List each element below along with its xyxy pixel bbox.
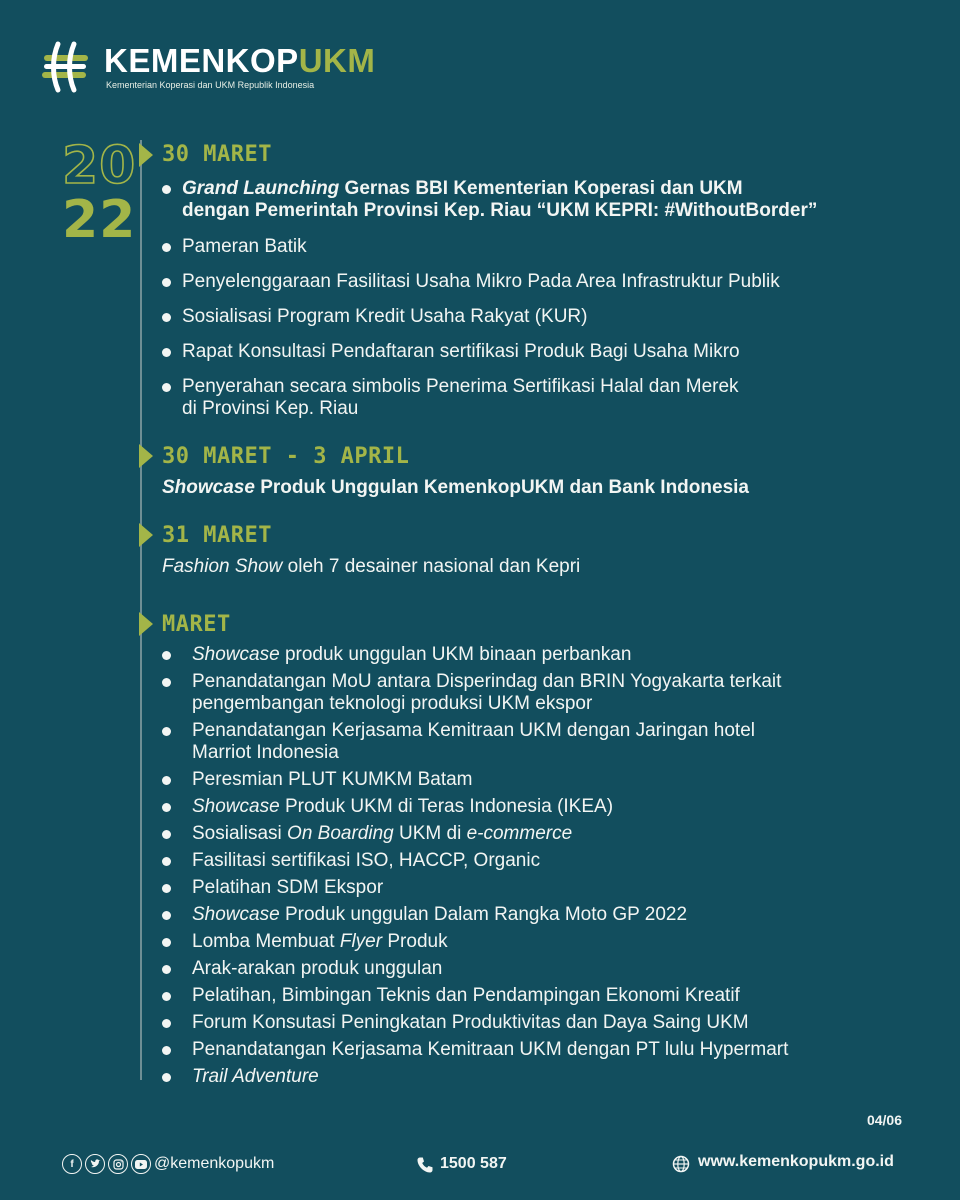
section-date: 31 MARET: [162, 523, 272, 548]
section-date: 30 MARET: [162, 142, 272, 167]
bullet-icon: [162, 383, 171, 392]
timeline-section-30-maret-3-april: [162, 444, 749, 499]
list-item: Pelatihan, Bimbingan Teknis dan Pendampingan Ekonomi Kreatif: [162, 985, 788, 1007]
list-item: Penyelenggaraan Fasilitasi Usaha Mikro Pada Area Infrastruktur Publik: [162, 271, 817, 293]
list-item: Peresmian PLUT KUMKM Batam: [162, 769, 788, 791]
page-number: 04/06: [866, 1112, 902, 1128]
bullet-icon: [162, 278, 171, 287]
timeline-section-30-maret: [162, 142, 817, 420]
social-icons: [62, 1154, 151, 1174]
website-url: www.kemenkopukm.go.id: [698, 1153, 894, 1170]
instagram-icon[interactable]: [108, 1154, 128, 1174]
list-item: Rapat Konsultasi Pendaftaran sertifikasi Produk Bagi Usaha Mikro: [162, 341, 817, 363]
timeline-section-maret: [162, 612, 788, 1088]
bullet-icon: [162, 1019, 171, 1028]
year-top: 20: [62, 136, 137, 196]
timeline-arrow-icon: [139, 612, 153, 636]
bullet-icon: [162, 938, 171, 947]
twitter-icon[interactable]: [85, 1154, 105, 1174]
bullet-icon: [162, 965, 171, 974]
list-item: Showcase Produk unggulan Dalam Rangka Moto GP 2022: [162, 904, 788, 926]
phone-icon: [416, 1156, 434, 1174]
list-item: Pelatihan SDM Ekspor: [162, 877, 788, 899]
section-date: 30 MARET - 3 APRIL: [162, 444, 410, 469]
list-item: Pameran Batik: [162, 236, 817, 258]
website-link[interactable]: [672, 1153, 894, 1171]
timeline-line: [140, 140, 142, 1080]
bullet-icon: [162, 651, 171, 660]
logo-subtitle: Kementerian Koperasi dan UKM Republik Indonesia: [106, 80, 315, 90]
bullet-icon: [162, 243, 171, 252]
list-item: Penyerahan secara simbolis Penerima Sertifikasi Halal dan Merek di Provinsi Kep. Riau: [162, 376, 817, 420]
logo-wordmark: KEMENKOPUKM: [104, 42, 376, 79]
list-item: Showcase Produk UKM di Teras Indonesia (IKEA): [162, 796, 788, 818]
list-item: Fasilitasi sertifikasi ISO, HACCP, Organic: [162, 850, 788, 872]
footer: [0, 1150, 960, 1180]
bullet-icon: [162, 884, 171, 893]
bullet-icon: [162, 727, 171, 736]
hashtag-logo-icon: [36, 38, 94, 96]
bullet-icon: [162, 803, 171, 812]
youtube-icon[interactable]: [131, 1154, 151, 1174]
timeline-arrow-icon: [139, 523, 153, 547]
bullet-icon: [162, 992, 171, 1001]
list-item: Showcase produk unggulan UKM binaan perbankan: [162, 644, 788, 666]
bullet-icon: [162, 911, 171, 920]
list-item: Arak-arakan produk unggulan: [162, 958, 788, 980]
bullet-icon: [162, 678, 171, 687]
list-item: Sosialisasi On Boarding UKM di e-commerce: [162, 823, 788, 845]
list-item: Lomba Membuat Flyer Produk: [162, 931, 788, 953]
list-item: Penandatangan MoU antara Disperindag dan BRIN Yogyakarta terkait pengembangan teknologi produksi UKM ekspor: [162, 671, 788, 715]
phone-contact: [416, 1155, 507, 1173]
bullet-icon: [162, 830, 171, 839]
event-list: [162, 644, 788, 1088]
event-text: Fashion Show oleh 7 desainer nasional dan Kepri: [162, 556, 581, 577]
bullet-icon: [162, 1073, 171, 1082]
bullet-icon: [162, 348, 171, 357]
bullet-icon: [162, 185, 171, 194]
bullet-icon: [162, 776, 171, 785]
list-item: Trail Adventure: [162, 1066, 788, 1088]
list-item: Penandatangan Kerjasama Kemitraan UKM dengan Jaringan hotel Marriot Indonesia: [162, 720, 788, 764]
facebook-icon[interactable]: f: [62, 1154, 82, 1174]
bullet-icon: [162, 1046, 171, 1055]
timeline-section-31-maret: [162, 523, 580, 578]
year-label: [62, 136, 137, 250]
event-text: Showcase Produk Unggulan KemenkopUKM dan Bank Indonesia: [162, 477, 749, 498]
list-item: Grand Launching Gernas BBI Kementerian Koperasi dan UKM dengan Pemerintah Provinsi Kep. Riau “UKM KEPRI: #WithoutBorder”: [162, 178, 817, 224]
event-list: [162, 178, 817, 420]
list-item: Forum Konsutasi Peningkatan Produktivitas dan Daya Saing UKM: [162, 1012, 788, 1034]
year-bottom: 22: [62, 190, 137, 250]
social-handle: @kemenkopukm: [154, 1155, 275, 1172]
list-item: Sosialisasi Program Kredit Usaha Rakyat (KUR): [162, 306, 817, 328]
timeline-arrow-icon: [139, 143, 153, 167]
bullet-icon: [162, 313, 171, 322]
bullet-icon: [162, 857, 171, 866]
phone-number: 1500 587: [440, 1155, 507, 1172]
list-item: Penandatangan Kerjasama Kemitraan UKM dengan PT lulu Hypermart: [162, 1039, 788, 1061]
section-date: MARET: [162, 612, 231, 637]
timeline-arrow-icon: [139, 444, 153, 468]
globe-icon: [672, 1155, 690, 1173]
